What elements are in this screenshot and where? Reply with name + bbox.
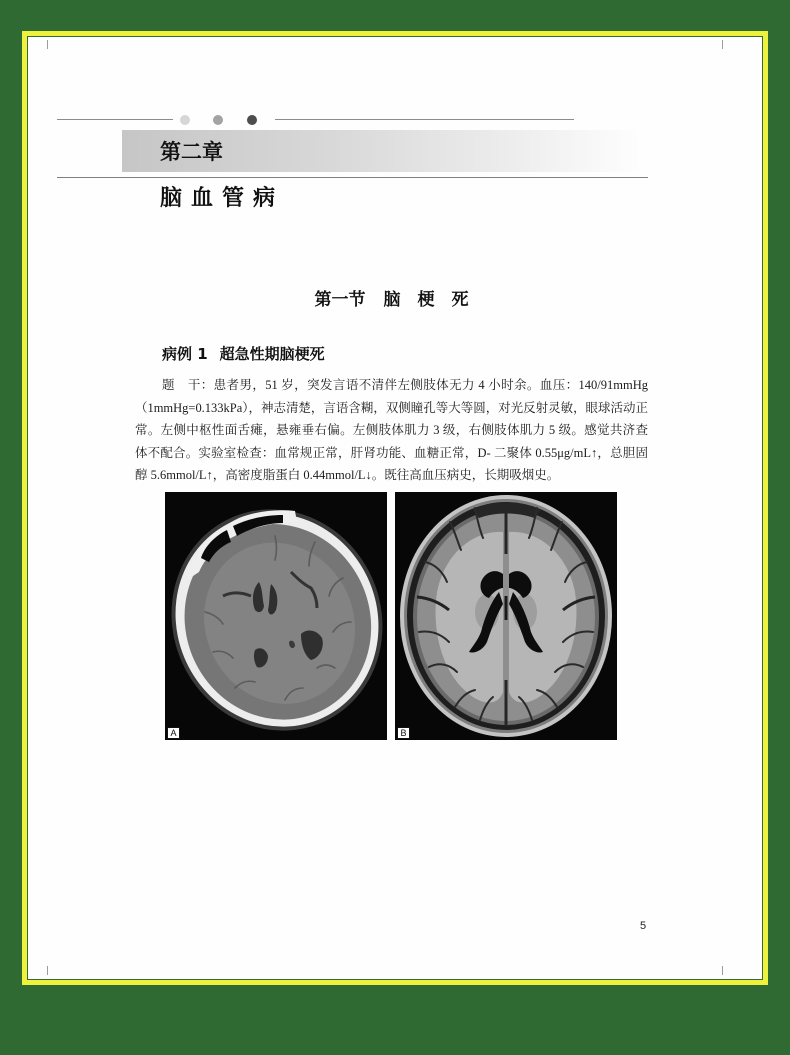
stem-line-text: 体不配合。实验室检查：血常规正常，肝肾功能、血糖正常，D- 二聚体 0.55μg/mL↑，总胆固 bbox=[135, 445, 648, 460]
figure-label-b: B bbox=[397, 727, 410, 739]
section-title: 脑梗死 bbox=[383, 290, 486, 310]
chapter-underline bbox=[57, 177, 648, 178]
stem-line-text: 常。左侧中枢性面舌瘫，悬雍垂右偏。左侧肢体肌力 3 级，右侧肢体肌力 5 级。感觉共济查 bbox=[135, 423, 648, 437]
crop-mark bbox=[722, 966, 723, 975]
chapter-label: 第二章 bbox=[160, 140, 223, 164]
header-rule-right bbox=[275, 119, 574, 120]
stem-line bbox=[135, 464, 648, 487]
stem-line bbox=[135, 419, 648, 442]
figure-a bbox=[165, 492, 387, 740]
stem-line bbox=[135, 442, 648, 465]
crop-mark bbox=[47, 966, 48, 975]
figure-b bbox=[395, 492, 617, 740]
section-heading bbox=[135, 289, 648, 311]
stem-line-text: 醇 5.6mmol/L↑，高密度脂蛋白 0.44mmol/L↓。既往高血压病史，长期吸烟史。 bbox=[135, 468, 560, 482]
header-dot-dark bbox=[247, 115, 257, 125]
stem-line-text: （1mmHg=0.133kPa），神志清楚，言语含糊，双侧瞳孔等大等圆，对光反射灵敏，眼球活动正 bbox=[135, 400, 648, 415]
header-dot-light bbox=[180, 115, 190, 125]
case-number: 病例 1 bbox=[162, 345, 208, 363]
stem-line bbox=[162, 374, 648, 397]
figure-label-a: A bbox=[167, 727, 180, 739]
header-dot-medium bbox=[213, 115, 223, 125]
stem-line bbox=[135, 397, 647, 420]
case-title: 超急性期脑梗死 bbox=[219, 345, 325, 363]
section-number: 第一节 bbox=[314, 290, 366, 310]
crop-mark bbox=[47, 40, 48, 49]
third-ventricle bbox=[505, 596, 508, 620]
case-heading bbox=[162, 344, 325, 364]
ct-scan-image bbox=[165, 492, 387, 740]
stem-line-text: 题 干：患者男，51 岁，突发言语不清伴左侧肢体无力 4 小时余。血压：140/91mmHg bbox=[162, 378, 648, 392]
page-number: 5 bbox=[640, 920, 647, 932]
case-stem-paragraph bbox=[135, 374, 648, 487]
crop-mark bbox=[722, 40, 723, 49]
chapter-title: 脑血管病 bbox=[160, 186, 285, 211]
header-rule-left bbox=[57, 119, 173, 120]
mri-scan-image bbox=[395, 492, 617, 740]
